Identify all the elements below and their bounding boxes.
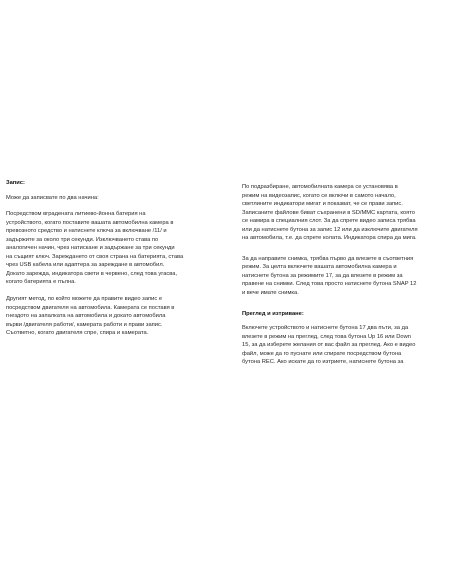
right-column bbox=[242, 183, 446, 367]
recording-intro: Може да записвате по два начина: bbox=[6, 194, 99, 201]
review-delete-paragraph: Включете устройството и натиснете бутона 17 два пъти, за да влезете в режим на преглед, след това бутона Up 16 или Down 15, за да изберете желания от вас файл за преглед. Ако е видео файл, може да го пуснате или спирате посредством бутона бутона REC. Ако искате да го изтриете, натиснете бутона за bbox=[242, 325, 416, 366]
battery-method-paragraph: Посредством вградената литиево-йонна батерия на устройството, когато поставите вашата автомобилна камера в превозното средство и натиснете ключа за включване /11/ и задържите за около три секунди. Изключването става по аналогичен начин, чрез натискане и задържане за три секунди на същият ключ. Зареждането от своя страна на батерията, става чрез USB кабела или адаптера за зареждане в автомобил. Докато зарежда, индикатора свети в червено, след това угасва, когато батерията е пълна. bbox=[6, 211, 184, 286]
recording-heading: Запис: bbox=[6, 180, 25, 186]
snapshot-paragraph: За да направите снимка, трябва първо да влезете в съответния режим. За целта включете вашата автомобилна камера и натиснете бутона за режимите 17, за да влезете в режим за правене на снимки. След това просто натиснете бутона SNAP 12 и вече имате снимка. bbox=[242, 255, 417, 297]
engine-method-paragraph: Другият метод, по който можете да правите видео запис е посредством двигателя на автомобила. Камерата се поставя в гнездото на запалката на автомобила и докато автомобила върви /двигателя работи/, камерата работи и прави запис. Съответно, когато двигателя спре, спира и камерата. bbox=[6, 296, 175, 337]
default-mode-paragraph: По подразбиране, автомобилната камера се установява в режим на видеозапис, когато се включи в самото начало, светлините индикатори мигат и показват, че се прави запис. Записаните файлове биват съхранени в SD/MMC картата, която се намира в специалния слот. За да спрете видео записа трябва или да натиснете бутона за запис 12 или да изключите двигателя на автомобила, т.е. да спрете колата. Индикатора спира да мига. bbox=[242, 184, 418, 242]
left-column bbox=[6, 179, 222, 338]
review-delete-heading: Преглед и изтриване: bbox=[242, 310, 304, 317]
